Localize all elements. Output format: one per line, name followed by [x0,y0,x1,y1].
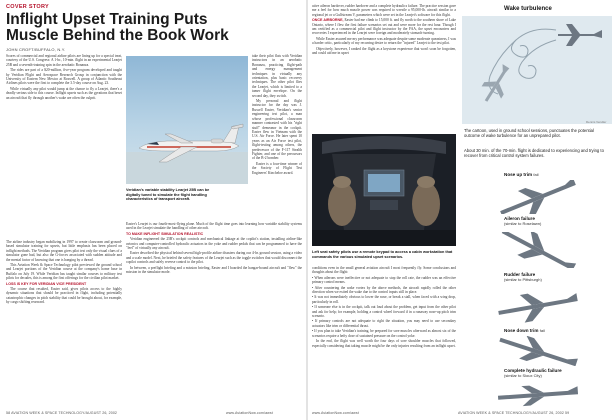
failure-sub: fail [533,172,539,177]
paragraph: conditions even in the small general aviation aircraft I most frequently fly. Some conclusions and thoughts about the flight: [312,266,456,275]
paragraph: In the end, the flight was well worth the four days of sore shoulder muscles that followed, especially considering that taking muscle might be the only injuries resulting from an inflight upset. [312,339,456,348]
paragraph: The airline industry began mobilizing in 1997 to create classroom and ground-based simulator training for upsets, but little emphasis has been placed on inflight methods. The Veridian program gives pilot test only the visual clues of a simulator gone bad, but also the G-forces associated with sudden attitude and the mental factor of knowing that one is hanging by a thread. [6,240,122,262]
cabin-illustration [312,134,456,246]
paragraph: Easter described the physical behind several high-profile airline disasters during our 4-hr. ground session, using a video and a scale model. Next, he briefed the safety features of the Learjet such as the toggle switches that would disconnect the copilot controls and safely reverse control to the pilot. [126,251,302,265]
left-page [0,0,306,420]
hydraulic-failure-icon [462,382,612,408]
bullet-item: • If you plan to take Veridian's training, be prepared for sore muscles afterward as almost six of the scenarios require a hefty dose of sustained pressure on the control yoke. [312,329,456,338]
bullet-item: • If primary controls are not adequate to right the situation, you may need to use secondary actuators like trim or differential thrust. [312,319,456,328]
paragraph: take their pilot flats with Veridian instructors in an aerobatic Bonanza, practicing flight-path and energy management techniques in virtually any orientation, plus basic recovery techniques. The other pilot flies the Learjet, which is limited to a tamer flight envelope. On the second day, they switch. [252,54,302,98]
paragraph: Easter is a four-time winner of the Society of Flight Test Engineers' Kincheloe award. [252,161,302,175]
article-column-1 [6,54,122,236]
failure-label: Nose up trim [504,172,533,177]
flight-note: About 30 min. of the 70-min. flight is dedicated to experiencing and trying to recover from critical control system failures. [464,148,604,158]
bullet-item: • When ailerons were ineffective or not adequate to stop the roll rate, the rudder was an effective primary control means. [312,275,456,285]
paragraph: While virtually any pilot would jump at the chance to fly a Learjet, there's a deadly serious side to this course. Inflight upsets such as the gyrations that beset an aircraft that fly through another's wake are often the culprit. [6,86,122,100]
failure-label-rudder [504,272,612,282]
failure-label: Aileron failure [504,216,535,221]
paragraph: While Easter assured me my performance was adequate despite some moderate queasiness, I was a harder critic, particularly of my recurring desire to return the "injured" Learjet to the test pilot. [312,36,456,46]
paragraph: Veridian engineered the 25B's cockpit controls and mechanical linkage at the copilot's station, installing airline-like avionics and computer-controlled hydraulic actuators in the yoke and rudder pedals that can be programmed to have the "feel" of virtually any aircraft. [126,237,302,251]
article-column-lower-right [126,222,302,408]
failure-sub: fail [539,328,545,333]
cover-story-kicker: COVER STORY [6,4,50,10]
nose-up-trim-icon [462,180,612,214]
learjet-photo [126,56,248,184]
headline-line-1: Inflight Upset Training Puts [6,11,208,28]
failure-sub: (similar to Roselawn) [504,221,542,226]
aileron-failure-icon [462,232,612,268]
learjet-illustration [126,56,248,184]
paragraph: Easter's Learjet is our fourth-most-flying plane. Much of the flight time goes into learning how variable stability systems used in the Learjet simulate the handling of other aircraft. [126,222,302,231]
failure-label: Nose down trim [504,328,539,333]
bullet-item: • It was not immediately obvious to lower the nose, or break a stall, when faced with a wing drop, particularly in roll. [312,295,456,304]
headline [6,12,296,44]
wake-turbulence-cartoon [462,16,612,124]
learjet-photo-caption [126,188,210,218]
nose-down-trim-icon [462,336,612,366]
section-subhead: LOSS IS KEY FOR VERIDIAN VICE PRESIDENT [6,281,87,286]
cartoon-note: The cartoon, used in ground school sessions, punctuates the potential outcome of wake turbulence for an unprepared pilot. [464,128,594,138]
section-subhead: TO MAKE INFLIGHT SIMULATION REALISTIC [126,231,204,236]
paragraph: Scores of commercial and regional airline pilots are lining up for a special treat, courtesy of the U.S. Congress: A 1-hr., 10-min. flight in an experimental Learjet 25B and a seventh-training spin in the aerobatic Bonanza. [6,54,122,67]
paragraph: My personal and flight instructor for the day was J. Russell Easter, Veridian's senior engineering test pilot, a man whose professional classroom manner contrasted with his "right stuff" demeanor in the cockpit. Easter flew in Vietnam with the U.S. Air Force. He later spent 10 years as an Air Force test pilot, flight-testing among others, the predecessor of the F-117 Stealth Fighter, and one of the precursors of the B-2 bomber. [252,99,302,161]
article-column-2 [252,54,302,184]
paragraph: The course that resulted, Easter said, gives pilots access to the highly dynamic situations that should be practiced in flight, including potentially catastrophic changes in pitch stability that could be brought about, for example, by cargo shifting rearward. [6,287,122,305]
left-folio: 58 AVIATION WEEK & SPACE TECHNOLOGY/AUGUST 26, 2002 [6,411,118,415]
paragraph: Easter had me climb to 15,000 ft. and fly north to the southern shore of Lake Ontario, where I flew the first failure scenarios set out and were more for the rest hour. Though I am certified as a commercial pilot and flight instructor by the FAA, the upset encounters and recoveries I experienced in the Learjet were foreign and moderately stomach-turning. [312,18,456,36]
article-column-right-bottom [312,266,456,408]
paragraph: utive aileron hardover, rudder hardover and a complete hydraulics failure. The practice session gave me a feel for how much muscle power was required to wrestle a 95,000-lb. aircraft similar to a regional jet or a Gulfstream V, parameters which were set in the Learjet's software for this flight. [312,4,456,17]
right-folio-url: www.AviationNow.com/awst [312,411,359,415]
failure-label-nose-up [504,172,538,177]
right-page [308,0,614,420]
failure-sub: (similar to Sioux City) [504,373,542,378]
bullet-item: • After countering the wake vortex by the above methods, the aircraft rapidly rolled the other direction when we exited the wake due to the control inputs still in place. [312,285,456,295]
rudder-failure-icon [462,288,612,324]
headline-line-2: Muscle Behind the Book Work [6,27,229,44]
right-folio: AVIATION WEEK & SPACE TECHNOLOGY/AUGUST 26, 2002 59 [458,411,570,415]
byline: JOHN CROFT/BUFFALO, N.Y. [6,47,66,52]
failure-label: Complete hydraulic failure [504,368,562,373]
failure-label-aileron [504,216,612,226]
article-column-right-top [312,4,456,130]
section-subhead: ONCE AIRBORNE, [312,18,344,23]
caption-text: Veridian's variable stability Learjet 25B can be digitally tuned to simulate the flight handling characteristics of transport aircraft. [126,188,210,202]
paragraph: Objectively, however, I ranked the flight as a keystone experience that won't soon be forgotten, and could aid me in upset [312,46,456,56]
failure-label: Rudder failure [504,272,536,277]
paragraph: This Aviation Week & Space Technology pilot previewed the ground school and Learjet portions of the Veridian course at the company's home base in Buffalo on July 19. While Veridian has taught similar courses to military test pilots for decades, this is among the first offerings for the civilian pilot market. [6,263,122,281]
sidebar [460,0,614,408]
bullet-item: • If someone else is in the cockpit, talk out loud about the problem, get input from the other pilot and ask for help; for example, holding a control wheel forward if in a runaway nose-up pitch trim scenario. [312,305,456,319]
paragraph: The rides are part of a $20-million, five-year program developed and taught by Veridian Flight and Aerospace Research Group in conjunction with the University of Eastern New Mexico at Roswell. A group of Atlantic Southeast Airlines pilots were the first to complete the 3.5-day course on Aug. 23. [6,68,122,86]
article-column-lower-left [6,240,122,408]
artist-credit: Dennis Vendler [586,120,607,124]
failure-label-nose-down [504,328,545,333]
failure-sub: (similar to Pittsburgh) [504,277,542,282]
failure-label-hydraulic [504,368,612,378]
wake-turbulence-title: Wake turbulence [504,6,552,12]
left-folio-url: www.AviationNow.com/awst [226,411,273,415]
cabin-photo-caption [312,250,456,264]
paragraph: In between, a preflight briefing and a mission briefing, Easter and I boarded the hangar-bound aircraft and "flew" the mission in the simulator mode. [126,265,302,275]
caption-text: Left seat safety pilots use a remote keypad to access a cabin workstation that commands the various simulated upset scenarios. [312,250,453,259]
cabin-workstation-photo [312,134,456,246]
